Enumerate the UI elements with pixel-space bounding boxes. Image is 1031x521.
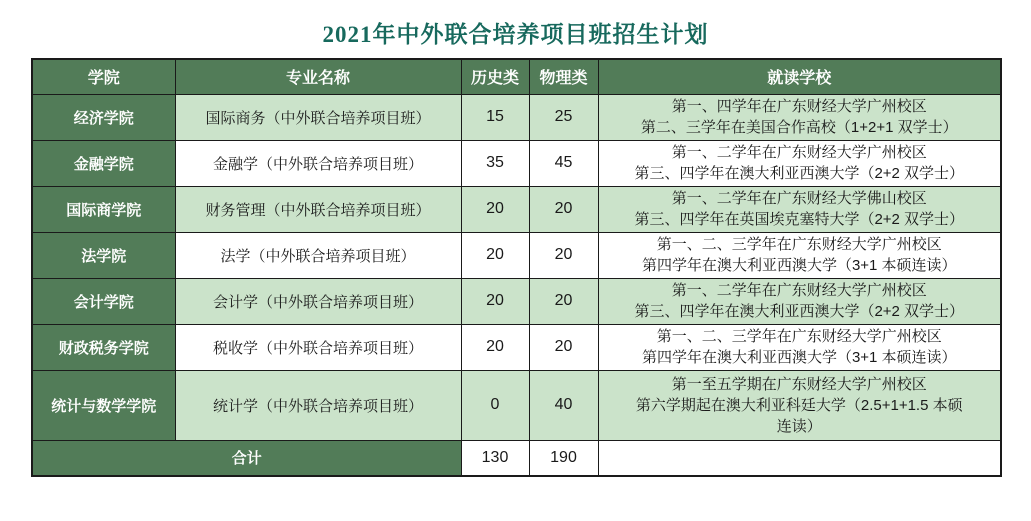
- school-line: 第一、二学年在广东财经大学广州校区: [671, 282, 927, 299]
- school-line: 第四学年在澳大利亚西澳大学（3+1 本硕连读）: [641, 257, 957, 274]
- physics-count-cell: 20: [529, 186, 598, 232]
- school-line: 第三、四学年在澳大利亚西澳大学（2+2 双学士）: [634, 303, 965, 320]
- physics-count-cell: 20: [529, 232, 598, 278]
- school-line: 第四学年在澳大利亚西澳大学（3+1 本硕连读）: [641, 349, 957, 366]
- col-header-major: 专业名称: [175, 59, 461, 94]
- physics-count-cell: 20: [529, 324, 598, 370]
- major-cell: 法学（中外联合培养项目班）: [175, 232, 461, 278]
- history-count-cell: 20: [461, 186, 529, 232]
- college-cell: 国际商学院: [32, 186, 175, 232]
- col-header-college: 学院: [32, 59, 175, 94]
- total-school-cell: [598, 440, 1001, 476]
- school-line: 第三、四学年在澳大利亚西澳大学（2+2 双学士）: [634, 165, 965, 182]
- college-cell: 金融学院: [32, 140, 175, 186]
- physics-count-cell: 25: [529, 94, 598, 140]
- college-cell: 财政税务学院: [32, 324, 175, 370]
- physics-count-cell: 40: [529, 370, 598, 440]
- page-title: 2021年中外联合培养项目班招生计划: [322, 22, 709, 47]
- table-row-economics: [32, 94, 1001, 140]
- physics-count-cell: 20: [529, 278, 598, 324]
- school-cell: [598, 140, 1001, 186]
- school-line: 第一、四学年在广东财经大学广州校区: [671, 98, 927, 115]
- table-row-law: [32, 232, 1001, 278]
- header-row: [32, 59, 1001, 94]
- school-line: 第一、二学年在广东财经大学佛山校区: [671, 190, 927, 207]
- school-cell: [598, 324, 1001, 370]
- history-count-cell: 20: [461, 232, 529, 278]
- school-cell: [598, 278, 1001, 324]
- school-line: 第三、四学年在英国埃克塞特大学（2+2 双学士）: [634, 211, 965, 228]
- table-row-taxation: [32, 324, 1001, 370]
- school-cell: [598, 186, 1001, 232]
- school-line: 第二、三学年在美国合作高校（1+2+1 双学士）: [640, 119, 958, 136]
- table-row-statistics: [32, 370, 1001, 440]
- major-cell: 国际商务（中外联合培养项目班）: [175, 94, 461, 140]
- table-row-intl-business: [32, 186, 1001, 232]
- major-cell: 会计学（中外联合培养项目班）: [175, 278, 461, 324]
- school-cell: [598, 232, 1001, 278]
- school-cell: [598, 370, 1001, 440]
- physics-count-cell: 45: [529, 140, 598, 186]
- school-line: 第一、二学年在广东财经大学广州校区: [671, 144, 927, 161]
- page: [0, 16, 1031, 477]
- history-count-cell: 35: [461, 140, 529, 186]
- col-header-school: 就读学校: [598, 59, 1001, 94]
- school-line: 第六学期起在澳大利亚科廷大学（2.5+1+1.5 本硕: [635, 396, 963, 414]
- major-cell: 统计学（中外联合培养项目班）: [175, 370, 461, 440]
- col-header-physics: 物理类: [529, 59, 598, 94]
- total-row: [32, 440, 1001, 476]
- table-row-accounting: [32, 278, 1001, 324]
- school-line: 第一、二、三学年在广东财经大学广州校区: [656, 328, 942, 345]
- history-count-cell: 0: [461, 370, 529, 440]
- major-cell: 金融学（中外联合培养项目班）: [175, 140, 461, 186]
- total-physics-cell: 190: [529, 440, 598, 476]
- school-cell: [598, 94, 1001, 140]
- table-row-finance: [32, 140, 1001, 186]
- col-header-history: 历史类: [461, 59, 529, 94]
- total-label-cell: 合计: [32, 440, 461, 476]
- history-count-cell: 20: [461, 324, 529, 370]
- college-cell: 经济学院: [32, 94, 175, 140]
- major-cell: 财务管理（中外联合培养项目班）: [175, 186, 461, 232]
- college-cell: 统计与数学学院: [32, 370, 175, 440]
- college-cell: 会计学院: [32, 278, 175, 324]
- major-cell: 税收学（中外联合培养项目班）: [175, 324, 461, 370]
- college-cell: 法学院: [32, 232, 175, 278]
- enrollment-plan-table: [31, 58, 1002, 477]
- total-history-cell: 130: [461, 440, 529, 476]
- history-count-cell: 20: [461, 278, 529, 324]
- school-line: 连读）: [776, 417, 822, 435]
- school-line: 第一至五学期在广东财经大学广州校区: [671, 375, 927, 393]
- school-line: 第一、二、三学年在广东财经大学广州校区: [656, 236, 942, 253]
- history-count-cell: 15: [461, 94, 529, 140]
